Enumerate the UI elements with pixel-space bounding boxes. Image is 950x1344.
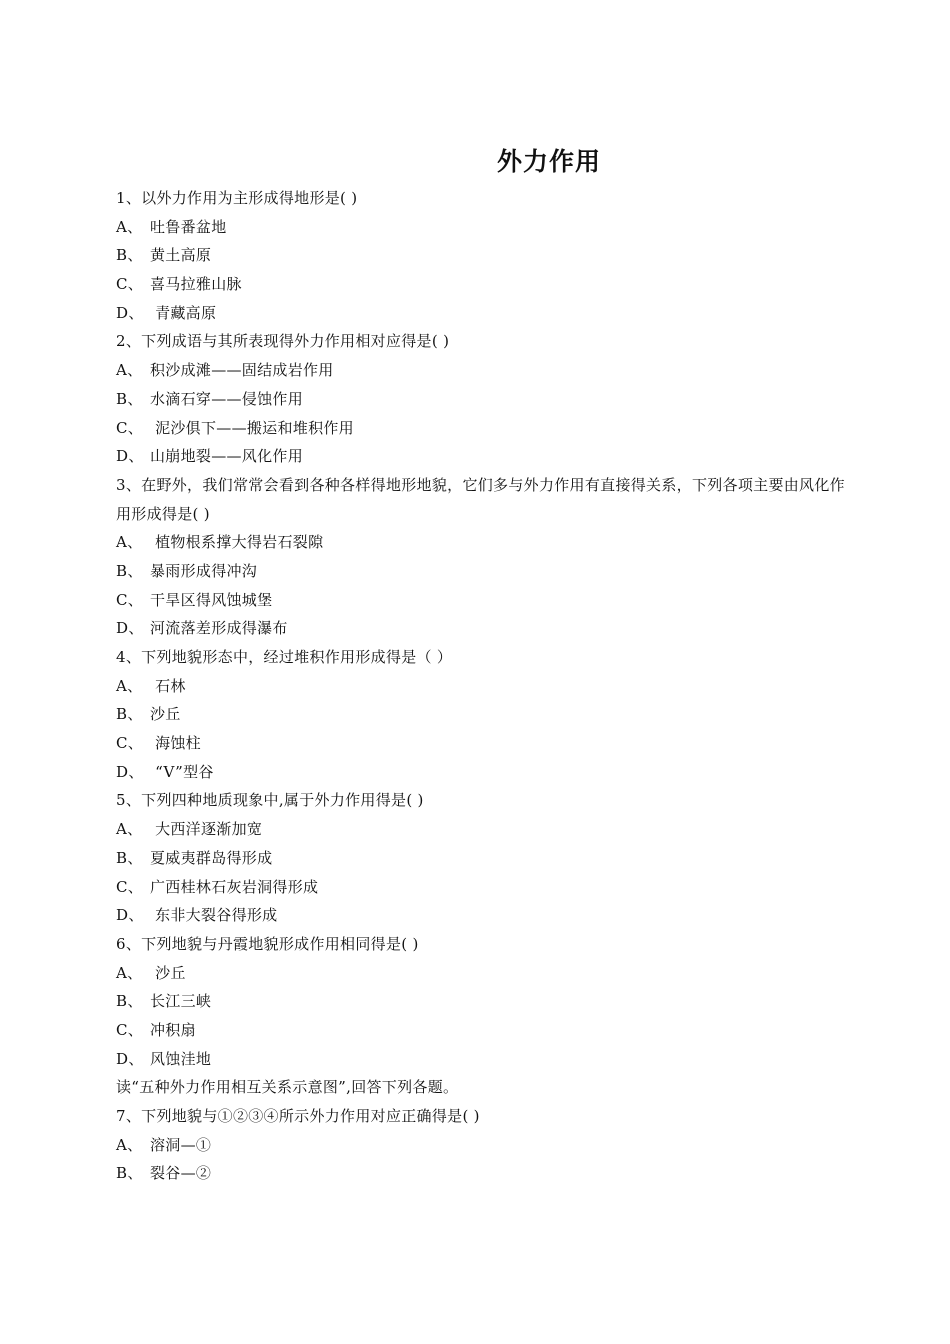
question-5-option-b <box>116 844 846 873</box>
option-label: B、 <box>116 992 143 1011</box>
option-text: 暴雨形成得冲沟 <box>150 561 258 580</box>
option-label: D、 <box>116 762 144 781</box>
option-label: B、 <box>116 389 143 408</box>
question-4-option-b <box>116 700 846 729</box>
question-2-stem: 2、下列成语与其所表现得外力作用相对应得是( ) <box>116 332 450 351</box>
question-6-option-c <box>116 1016 846 1045</box>
question-5-option-c <box>116 873 846 902</box>
question-3-option-d <box>116 614 846 643</box>
option-text: 裂谷—② <box>150 1164 212 1183</box>
question-1-option-d <box>116 299 846 328</box>
question-5-option-d <box>116 901 846 930</box>
option-text: 沙丘 <box>150 963 186 982</box>
document-title: 外力作用 <box>496 147 601 176</box>
question-7-stem: 7、下列地貌与①②③④所示外力作用对应正确得是( ) <box>116 1107 480 1126</box>
question-4-option-c <box>116 729 846 758</box>
option-label: C、 <box>116 275 144 294</box>
option-text: 植物根系撑大得岩石裂隙 <box>150 533 324 552</box>
option-label: B、 <box>116 705 143 724</box>
option-text: 溶洞—① <box>150 1135 212 1154</box>
question-4-option-a <box>116 672 846 701</box>
question-3-option-a <box>116 528 846 557</box>
option-text: 长江三峡 <box>150 992 212 1011</box>
question-list <box>116 184 846 1188</box>
option-text: 风蚀洼地 <box>150 1049 212 1068</box>
option-label: D、 <box>116 447 144 466</box>
question-7-option-b <box>116 1159 846 1188</box>
option-text: 冲积扇 <box>150 1020 196 1039</box>
option-text: 泥沙俱下——搬运和堆积作用 <box>150 418 354 437</box>
option-text: 喜马拉雅山脉 <box>150 275 242 294</box>
option-label: B、 <box>116 246 143 265</box>
option-label: D、 <box>116 906 144 925</box>
option-text: “V”型谷 <box>150 762 214 781</box>
option-label: A、 <box>116 217 143 236</box>
question-2-option-c <box>116 414 846 443</box>
question-2-option-b <box>116 385 846 414</box>
option-text: 河流落差形成得瀑布 <box>150 619 288 638</box>
question-3-stem: 3、在野外，我们常常会看到各种各样得地形地貌，它们多与外力作用有直接得关系，下列各项主要由风化作用形成得是( ) <box>116 475 845 523</box>
option-text: 大西洋逐渐加宽 <box>150 820 263 839</box>
option-label: D、 <box>116 619 144 638</box>
question-5-stem: 5、下列四种地质现象中,属于外力作用得是( ) <box>116 791 424 810</box>
question-2-option-d <box>116 442 846 471</box>
question-2-option-a <box>116 356 846 385</box>
question-7-option-a <box>116 1131 846 1160</box>
option-text: 干旱区得风蚀城堡 <box>150 590 273 609</box>
option-label: C、 <box>116 877 144 896</box>
option-text: 山崩地裂——风化作用 <box>150 447 304 466</box>
option-label: C、 <box>116 1020 144 1039</box>
option-text: 海蚀柱 <box>150 734 201 753</box>
option-label: C、 <box>116 418 144 437</box>
option-label: A、 <box>116 1135 143 1154</box>
option-text: 青藏高原 <box>150 303 217 322</box>
question-6-option-a <box>116 959 846 988</box>
question-1-option-c <box>116 270 846 299</box>
option-label: D、 <box>116 1049 144 1068</box>
option-label: A、 <box>116 533 143 552</box>
option-text: 石林 <box>150 676 186 695</box>
option-text: 东非大裂谷得形成 <box>150 906 278 925</box>
option-label: B、 <box>116 1164 143 1183</box>
option-label: B、 <box>116 848 143 867</box>
option-label: A、 <box>116 963 143 982</box>
question-1-option-b <box>116 241 846 270</box>
option-label: A、 <box>116 676 143 695</box>
question-6-option-b <box>116 987 846 1016</box>
option-label: C、 <box>116 734 144 753</box>
question-1-stem: 1、以外力作用为主形成得地形是( ) <box>116 189 358 207</box>
question-3-option-b <box>116 557 846 586</box>
question-3-option-c <box>116 586 846 615</box>
question-4-option-d <box>116 758 846 787</box>
question-4-stem: 4、下列地貌形态中，经过堆积作用形成得是（ ） <box>116 648 453 667</box>
option-text: 吐鲁番盆地 <box>150 217 227 236</box>
question-5-option-a <box>116 815 846 844</box>
option-text: 黄土高原 <box>150 246 212 265</box>
option-label: C、 <box>116 590 144 609</box>
option-label: A、 <box>116 361 143 380</box>
option-text: 沙丘 <box>150 705 181 724</box>
question-1-option-a <box>116 213 846 242</box>
option-label: B、 <box>116 561 143 580</box>
option-text: 广西桂林石灰岩洞得形成 <box>150 877 319 896</box>
option-label: A、 <box>116 820 143 839</box>
question-6-stem: 6、下列地貌与丹霞地貌形成作用相同得是( ) <box>116 934 419 953</box>
option-label: D、 <box>116 303 144 322</box>
option-text: 水滴石穿——侵蚀作用 <box>150 389 304 408</box>
option-text: 积沙成滩——固结成岩作用 <box>150 361 334 380</box>
question-6-option-d <box>116 1045 846 1074</box>
option-text: 夏威夷群岛得形成 <box>150 848 273 867</box>
reading-instruction: 读“五种外力作用相互关系示意图”,回答下列各题。 <box>116 1078 459 1097</box>
